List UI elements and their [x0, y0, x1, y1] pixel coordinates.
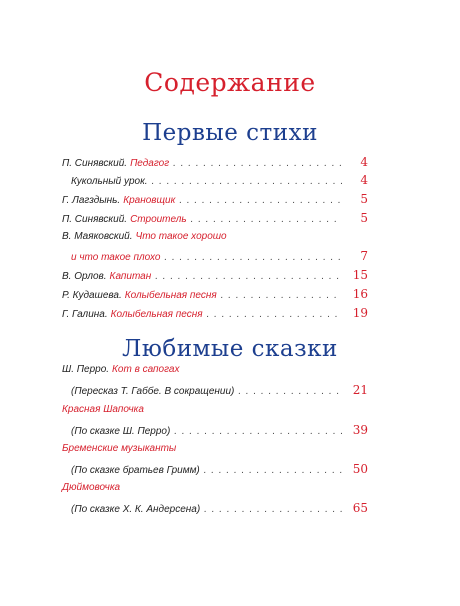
entry-author: Г. Лагздынь.	[62, 195, 121, 206]
entry-name: Дюймовочка	[62, 482, 121, 493]
entry-name: Красная Шапочка	[62, 404, 144, 415]
toc-entry	[71, 463, 368, 477]
toc-entry	[71, 384, 368, 398]
entry-name: Колыбельная песня	[124, 290, 217, 301]
toc-entry	[71, 424, 368, 438]
dot-leader	[155, 271, 342, 283]
page-title: Содержание	[144, 68, 316, 97]
toc-entry	[62, 156, 368, 170]
entry-page: 19	[352, 306, 368, 320]
entry-name: Что такое хорошо	[135, 231, 227, 242]
entry-name: Кот в сапогах	[112, 364, 180, 375]
entry-author: П. Синявский.	[62, 158, 128, 169]
toc-entry	[62, 307, 368, 321]
entry-page: 15	[352, 268, 368, 282]
toc-entry	[62, 193, 368, 207]
section-heading-first-poems: Первые стихи	[142, 120, 318, 146]
entry-page: 7	[360, 249, 368, 263]
entry-subtitle: (По сказке Ш. Перро)	[71, 426, 171, 437]
toc-entry	[71, 502, 368, 516]
entry-author: В. Маяковский.	[62, 231, 133, 242]
toc-entry	[71, 250, 368, 264]
entry-name: Строитель	[130, 214, 187, 225]
dot-leader	[204, 504, 342, 516]
entry-author: Ш. Перро.	[62, 364, 110, 375]
dot-leader	[238, 386, 342, 398]
entry-author: П. Синявский.	[62, 214, 128, 225]
entry-page: 5	[360, 192, 368, 206]
entry-subtitle: (По сказке братьев Гримм)	[71, 465, 200, 476]
toc-entry	[62, 212, 368, 226]
dot-leader	[221, 290, 342, 302]
toc-entry	[62, 269, 368, 283]
entry-page: 16	[352, 287, 368, 301]
entry-name: Педагог	[130, 158, 170, 169]
dot-leader	[179, 195, 342, 207]
entry-name: Крановщик	[123, 195, 176, 206]
entry-page: 4	[360, 155, 368, 169]
toc-entry	[62, 482, 368, 494]
entry-author: Г. Галина.	[62, 309, 108, 320]
dot-leader	[207, 309, 342, 321]
entry-page: 65	[352, 501, 368, 515]
entry-name: Бременские музыканты	[62, 443, 177, 454]
entry-page: 5	[360, 211, 368, 225]
toc-entry	[62, 443, 368, 455]
toc-entry	[62, 288, 368, 302]
dot-leader	[174, 426, 342, 438]
toc-entry	[62, 231, 368, 243]
dot-leader	[173, 158, 342, 170]
section-heading-favorite-tales: Любимые сказки	[122, 336, 338, 362]
entry-subtitle: (Пересказ Т. Габбе. В сокращении)	[71, 386, 235, 397]
entry-name: Капитан	[109, 271, 152, 282]
entry-name: Колыбельная песня	[110, 309, 203, 320]
toc-entry	[62, 364, 368, 376]
toc-entry	[71, 174, 368, 188]
entry-author: В. Орлов.	[62, 271, 107, 282]
entry-page: 50	[352, 462, 368, 476]
entry-page: 4	[360, 173, 368, 187]
entry-name: Кукольный урок.	[71, 176, 148, 187]
dot-leader	[152, 176, 342, 188]
entry-page: 21	[352, 383, 368, 397]
dot-leader	[191, 214, 342, 226]
entry-name: и что такое плохо	[71, 252, 161, 263]
entry-page: 39	[352, 423, 368, 437]
entry-subtitle: (По сказке Х. К. Андерсена)	[71, 504, 201, 515]
entry-author: Р. Кудашева.	[62, 290, 122, 301]
toc-entry	[62, 404, 368, 416]
dot-leader	[204, 465, 342, 477]
dot-leader	[164, 252, 342, 264]
